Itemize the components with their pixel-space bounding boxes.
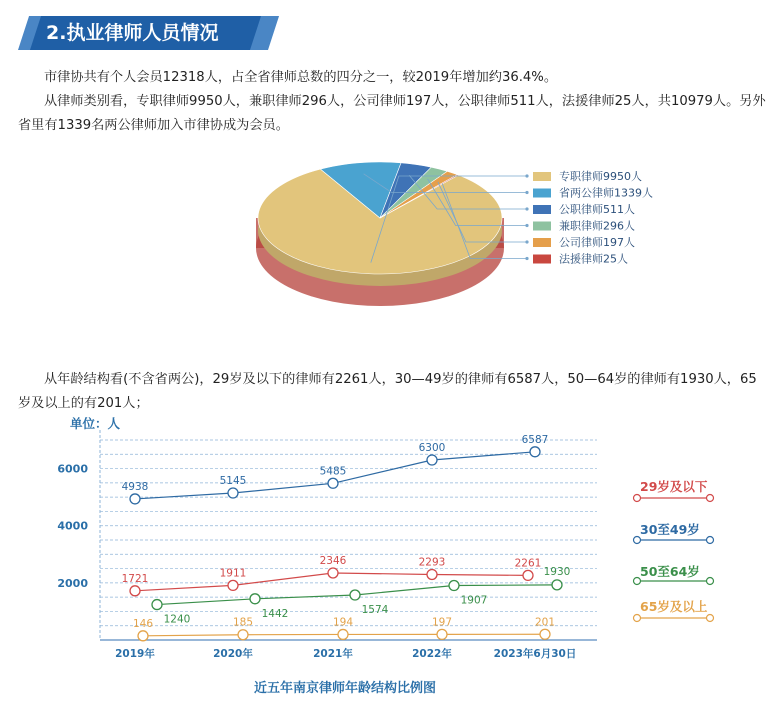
data-label: 1930 xyxy=(543,565,571,578)
series-point xyxy=(130,586,140,596)
legend-dot-left-0 xyxy=(634,495,641,502)
chart-caption: 近五年南京律师年龄结构比例图 xyxy=(253,681,437,696)
paragraph-categories: 从律师类别看，专职律师9950人，兼职律师296人，公司律师197人，公职律师511人，法援律师25人，共10979人。另外省里有1339名两公律师加入市律协成为会员。 xyxy=(18,94,766,133)
legend-dot-left-2 xyxy=(634,578,641,585)
x-tick-label: 2020年 xyxy=(213,648,253,660)
series-point xyxy=(338,629,348,639)
legend-label-4: 公司律师197人 xyxy=(559,236,635,249)
series-point xyxy=(530,447,540,457)
data-label: 6300 xyxy=(418,442,446,454)
legend-name-3: 65岁及以上 xyxy=(640,599,708,614)
data-label: 185 xyxy=(232,616,254,629)
series-point xyxy=(238,630,248,640)
line-legend xyxy=(634,479,714,622)
x-tick-label: 2021年 xyxy=(313,648,353,660)
series-point xyxy=(228,488,238,498)
data-label: 4938 xyxy=(121,480,149,493)
data-label: 1574 xyxy=(361,604,389,617)
series-point xyxy=(152,600,162,610)
legend-label-5: 法援律师25人 xyxy=(559,252,628,266)
data-label: 146 xyxy=(132,617,154,630)
paragraph-age: 从年龄结构看(不含省两公)，29岁及以下的律师有2261人，30—49岁的律师有6587人，50—64岁的律师有1930人，65岁及以上的有201人； xyxy=(18,372,757,411)
series-point xyxy=(427,569,437,579)
x-tick-label: 2019年 xyxy=(115,648,155,660)
data-label: 1240 xyxy=(163,613,191,626)
legend-dot-right-3 xyxy=(707,615,714,622)
y-unit-label: 单位：人 xyxy=(70,416,121,431)
legend-label-1: 省两公律师1339人 xyxy=(559,186,653,200)
legend-label-0: 专职律师9950人 xyxy=(559,170,642,183)
legend-dot-right-1 xyxy=(707,537,714,544)
legend-name-1: 30至49岁 xyxy=(640,522,700,537)
line-grid xyxy=(100,430,597,640)
data-label: 5485 xyxy=(319,465,347,478)
section-title: 2.执业律师人员情况 xyxy=(46,22,219,44)
series-point xyxy=(130,494,140,504)
y-tick-label: 4000 xyxy=(57,519,88,533)
data-label: 194 xyxy=(332,616,354,629)
series-point xyxy=(228,580,238,590)
series-point xyxy=(552,580,562,590)
series-point xyxy=(523,570,533,580)
data-label: 1442 xyxy=(261,607,289,620)
series-point xyxy=(449,581,459,591)
data-label: 197 xyxy=(431,616,453,629)
legend-label-3: 兼职律师296人 xyxy=(559,219,635,233)
y-tick-label: 2000 xyxy=(57,576,88,590)
series-point xyxy=(138,631,148,641)
data-label: 5145 xyxy=(219,475,247,487)
data-label: 201 xyxy=(534,616,556,629)
legend-dot-left-1 xyxy=(634,537,641,544)
data-label: 2346 xyxy=(319,554,347,567)
data-label: 1721 xyxy=(121,572,149,585)
legend-dot-left-3 xyxy=(634,615,641,622)
data-label: 1911 xyxy=(219,567,247,580)
data-label: 2293 xyxy=(418,556,446,569)
data-label: 1907 xyxy=(460,594,488,607)
data-label: 6587 xyxy=(521,433,549,446)
legend-dot-right-2 xyxy=(707,578,714,585)
legend-name-0: 29岁及以下 xyxy=(640,479,708,494)
x-tick-label: 2022年 xyxy=(412,648,452,660)
series-point xyxy=(427,455,437,465)
data-label: 2261 xyxy=(514,557,542,570)
series-point xyxy=(328,478,338,488)
series-point xyxy=(250,594,260,604)
legend-dot-right-0 xyxy=(707,495,714,502)
legend-label-2: 公职律师511人 xyxy=(559,203,635,216)
series-point xyxy=(437,629,447,639)
series-0 xyxy=(122,555,542,596)
series-point xyxy=(540,629,550,639)
series-point xyxy=(328,568,338,578)
y-tick-label: 6000 xyxy=(57,462,88,476)
paragraph-members: 市律协共有个人会员12318人，占全省律师总数的四分之一，较2019年增加约36.4%。 xyxy=(44,70,558,85)
x-tick-label: 2023年6月30日 xyxy=(493,648,577,660)
legend-name-2: 50至64岁 xyxy=(640,564,700,579)
series-point xyxy=(350,590,360,600)
